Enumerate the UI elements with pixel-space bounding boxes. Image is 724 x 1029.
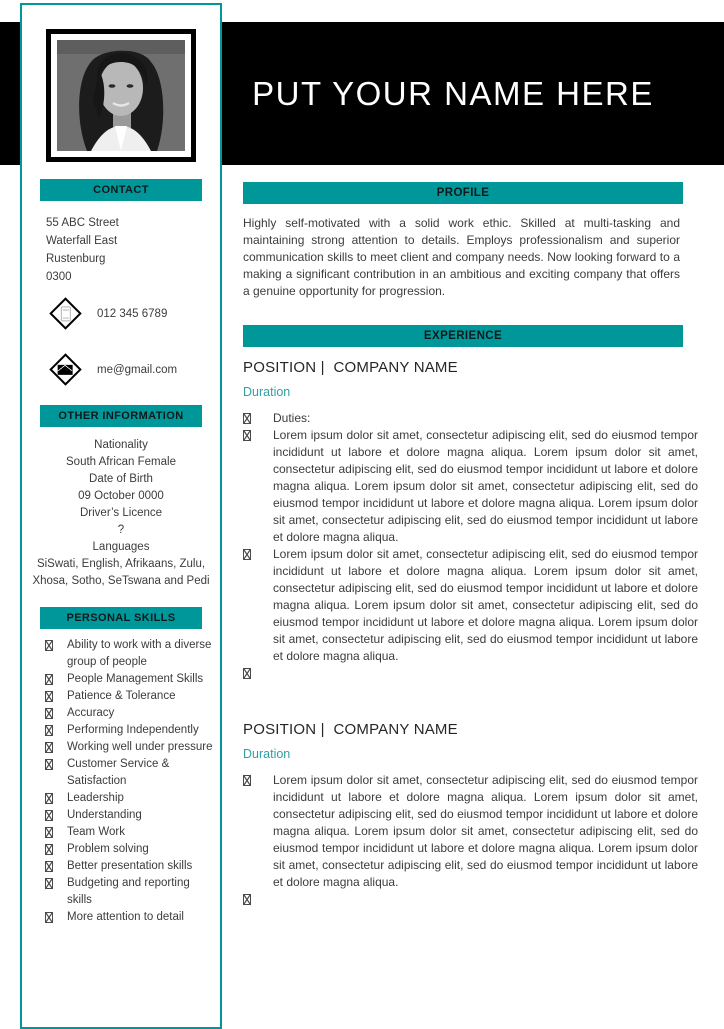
candidate-name: PUT YOUR NAME HERE: [252, 74, 654, 112]
address-line: 0300: [46, 271, 72, 283]
email-row: [48, 352, 220, 388]
job-bullet-text: Lorem ipsum dolor sit amet, consectetur adipiscing elit, sed do eiusmod tempor incididunt ut labore et dolore magna aliqua. Lorem ipsum dolor sit amet, consectetur adipiscing elit, sed do eiusmod tempor incididunt ut labore et dolore magna aliqua. Lorem ipsum dolor sit amet, consectetur adipiscing elit, sed do eiusmod tempor incididunt ut labore et dolore magna aliqua. Lorem ipsum dolor sit amet, consectetur adipiscing elit, sed do eiusmod tempor incididunt ut labore et dolore magna aliqua.: [273, 547, 698, 663]
phone-number: 012 345 6789: [97, 308, 168, 320]
skill-text: Understanding: [67, 809, 142, 821]
job-bullet-list: [243, 410, 698, 679]
phone-icon: [48, 296, 84, 332]
missing-glyph-bullet-icon: [45, 674, 53, 685]
main-column: [243, 182, 698, 905]
skill-text: Budgeting and reporting skills: [67, 877, 190, 906]
skill-text: More attention to detail: [67, 911, 184, 923]
skill-item: [45, 909, 213, 926]
missing-glyph-bullet-icon: [243, 894, 251, 905]
job-bullet: [243, 427, 698, 546]
sidebar: [20, 3, 222, 1029]
missing-glyph-bullet-icon: [45, 742, 53, 753]
missing-glyph-bullet-icon: [243, 775, 251, 786]
skill-item: [45, 807, 213, 824]
skill-text: Patience & Tolerance: [67, 690, 176, 702]
missing-glyph-bullet-icon: [45, 912, 53, 923]
missing-glyph-bullet-icon: [45, 691, 53, 702]
skill-item: [45, 756, 213, 790]
info-line: Driver’s Licence: [79, 507, 163, 519]
address-line: Rustenburg: [46, 253, 106, 265]
skill-item: [45, 671, 213, 688]
skill-item: [45, 858, 213, 875]
experience-job-2: [243, 721, 698, 905]
info-line: Languages: [92, 541, 150, 553]
skill-item: [45, 875, 213, 909]
skill-item: [45, 722, 213, 739]
skill-item: [45, 705, 213, 722]
job-position-title: POSITION | COMPANY NAME: [243, 721, 458, 738]
skill-text: Ability to work with a diverse group of people: [67, 639, 212, 668]
job-bullet: [243, 891, 698, 905]
skill-text: Accuracy: [67, 707, 115, 719]
job-bullet-text: [273, 665, 698, 679]
missing-glyph-bullet-icon: [45, 708, 53, 719]
skill-text: Working well under pressure: [67, 741, 213, 753]
address-line: 55 ABC Street: [46, 217, 119, 229]
missing-glyph-bullet-icon: [243, 668, 251, 679]
email-address[interactable]: me@gmail.com: [97, 364, 178, 376]
info-line: 09 October 0000: [78, 490, 164, 502]
missing-glyph-bullet-icon: [45, 861, 53, 872]
other-information-section-title: OTHER INFORMATION: [40, 405, 202, 427]
skill-text: Customer Service & Satisfaction: [67, 758, 170, 787]
profile-section-title: PROFILE: [243, 182, 683, 204]
missing-glyph-bullet-icon: [45, 878, 53, 889]
name-header: [222, 22, 684, 165]
personal-skills-list: [45, 637, 213, 926]
phone-row: [48, 296, 220, 332]
job-bullet-text: [273, 891, 698, 905]
personal-skills-section-title: PERSONAL SKILLS: [40, 607, 202, 629]
experience-section-title: EXPERIENCE: [243, 325, 683, 347]
email-icon: [48, 352, 84, 388]
skill-item: [45, 739, 213, 756]
skill-text: Problem solving: [67, 843, 149, 855]
skill-text: People Management Skills: [67, 673, 204, 685]
job-bullet-text: Lorem ipsum dolor sit amet, consectetur adipiscing elit, sed do eiusmod tempor incididunt ut labore et dolore magna aliqua. Lorem ipsum dolor sit amet, consectetur adipiscing elit, sed do eiusmod tempor incididunt ut labore et dolore magna aliqua. Lorem ipsum dolor sit amet, consectetur adipiscing elit, sed do eiusmod tempor incididunt ut labore et dolore magna aliqua. Lorem ipsum dolor sit amet, consectetur adipiscing elit, sed do eiusmod tempor incididunt ut labore et dolore magna aliqua.: [273, 428, 698, 544]
job-bullet: [243, 772, 698, 891]
skill-text: Team Work: [67, 826, 125, 838]
skill-item: [45, 637, 213, 671]
job-bullet: [243, 546, 698, 665]
other-information-block: [22, 437, 220, 590]
skill-item: [45, 824, 213, 841]
job-position-title: POSITION | COMPANY NAME: [243, 359, 458, 376]
job-duration: Duration: [243, 385, 291, 399]
skill-item: [45, 841, 213, 858]
info-line: South African Female: [66, 456, 176, 468]
skill-item: [45, 790, 213, 807]
job-bullet: [243, 410, 698, 427]
info-line: Date of Birth: [89, 473, 153, 485]
job-bullet-text: Duties:: [273, 411, 311, 425]
missing-glyph-bullet-icon: [243, 413, 251, 424]
missing-glyph-bullet-icon: [45, 844, 53, 855]
missing-glyph-bullet-icon: [45, 640, 53, 651]
missing-glyph-bullet-icon: [45, 759, 53, 770]
missing-glyph-bullet-icon: [45, 793, 53, 804]
missing-glyph-bullet-icon: [243, 549, 251, 560]
profile-photo: [46, 29, 196, 162]
skill-text: Leadership: [67, 792, 124, 804]
info-line: ?: [117, 524, 125, 536]
missing-glyph-bullet-icon: [243, 430, 251, 441]
skill-text: Performing Independently: [67, 724, 199, 736]
missing-glyph-bullet-icon: [45, 725, 53, 736]
job-bullet: [243, 665, 698, 679]
job-duration: Duration: [243, 747, 291, 761]
contact-section-title: CONTACT: [40, 179, 202, 201]
portrait-photo-image: [57, 40, 185, 151]
info-line: Nationality: [94, 439, 148, 451]
address-block: [46, 214, 220, 286]
address-line: Waterfall East: [46, 235, 118, 247]
skill-text: Better presentation skills: [67, 860, 193, 872]
job-bullet-text: Lorem ipsum dolor sit amet, consectetur adipiscing elit, sed do eiusmod tempor incididunt ut labore et dolore magna aliqua. Lorem ipsum dolor sit amet, consectetur adipiscing elit, sed do eiusmod tempor incididunt ut labore et dolore magna aliqua. Lorem ipsum dolor sit amet, consectetur adipiscing elit, sed do eiusmod tempor incididunt ut labore et dolore magna aliqua. Lorem ipsum dolor sit amet, consectetur adipiscing elit, sed do eiusmod tempor incididunt ut labore et dolore magna aliqua.: [273, 773, 698, 889]
missing-glyph-bullet-icon: [45, 827, 53, 838]
missing-glyph-bullet-icon: [45, 810, 53, 821]
info-line: SiSwati, English, Afrikaans, Zulu, Xhosa, Sotho, SeTswana and Pedi: [32, 558, 210, 587]
skill-item: [45, 688, 213, 705]
job-bullet-list: [243, 772, 698, 905]
profile-summary: Highly self-motivated with a solid work ethic. Skilled at multi-tasking and maintaining strong attention to details. Employs professionalism and superior communication skills to meet client and company needs. Now looking forward to a making a significant contribution in an ambitious and exciting company that offers a genuine opportunity for progression.: [243, 216, 680, 298]
experience-job-1: [243, 359, 698, 679]
